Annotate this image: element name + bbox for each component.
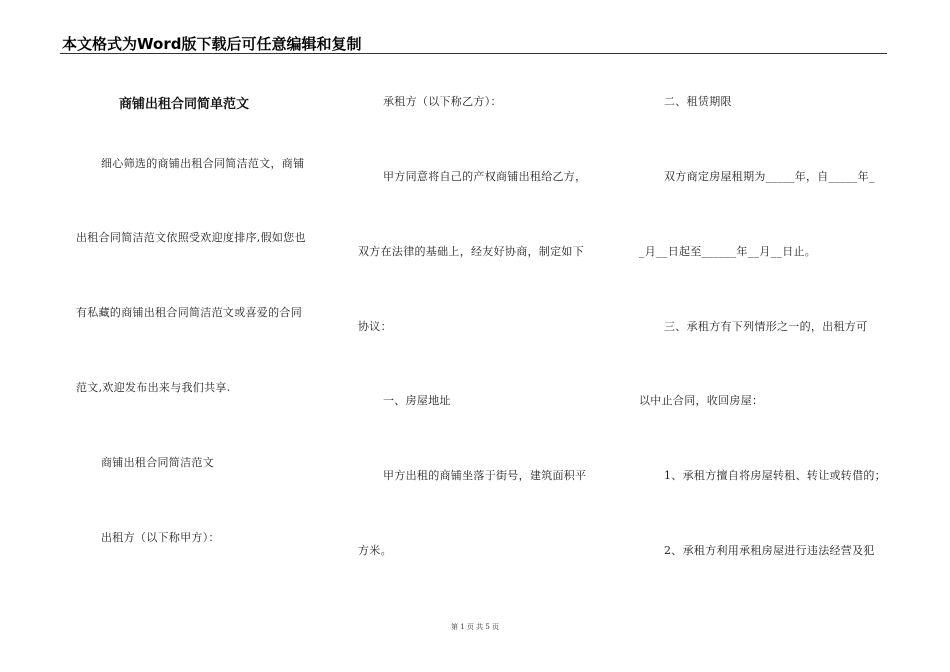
paragraph-line: 一、房屋地址	[383, 394, 451, 407]
document-header-banner: 本文格式为Word版下载后可任意编辑和复制	[62, 35, 362, 53]
paragraph-line: 承租方（以下称乙方）：	[383, 95, 502, 108]
paragraph-line: 商铺出租合同简洁范文	[101, 456, 214, 469]
paragraph-line: 以中止合同，收回房屋：	[639, 394, 764, 407]
paragraph-line: 甲方同意将自己的产权商铺出租给乙方，	[383, 170, 587, 183]
document-title: 商铺出租合同简单范文	[119, 97, 250, 112]
paragraph-line: 出租合同简洁范文依照受欢迎度排序,假如您也	[76, 231, 306, 244]
paragraph-line: 三、承租方有下列情形之一的，出租方可	[664, 320, 868, 333]
paragraph-line: 2、承租方利用承租房屋进行违法经营及犯	[664, 544, 875, 557]
paragraph-line: 双方商定房屋租期为_____年，自_____年_	[664, 170, 875, 183]
paragraph-line: 出租方（以下称甲方）：	[101, 531, 220, 544]
page-number-footer: 第 1 页 共 5 页	[450, 623, 500, 631]
paragraph-line: 甲方出租的商铺坐落于街号，建筑面积平	[383, 469, 587, 482]
paragraph-line: 二、租赁期限	[664, 95, 732, 108]
paragraph-line: 方米。	[358, 544, 392, 557]
paragraph-line: 细心筛选的商铺出租合同简洁范文，商铺	[101, 157, 305, 170]
paragraph-line: 范文,欢迎发布出来与我们共享.	[76, 381, 231, 394]
paragraph-line: 1、承租方擅自将房屋转租、转让或转借的；	[664, 469, 886, 482]
paragraph-line: 有私藏的商铺出租合同简洁范文或喜爱的合同	[76, 306, 302, 319]
paragraph-line: 双方在法律的基础上，经友好协商，制定如下	[358, 245, 584, 258]
header-divider	[60, 53, 887, 54]
paragraph-line: _月__日起至______年__月__日止。	[639, 245, 817, 258]
paragraph-line: 协议：	[358, 320, 392, 333]
